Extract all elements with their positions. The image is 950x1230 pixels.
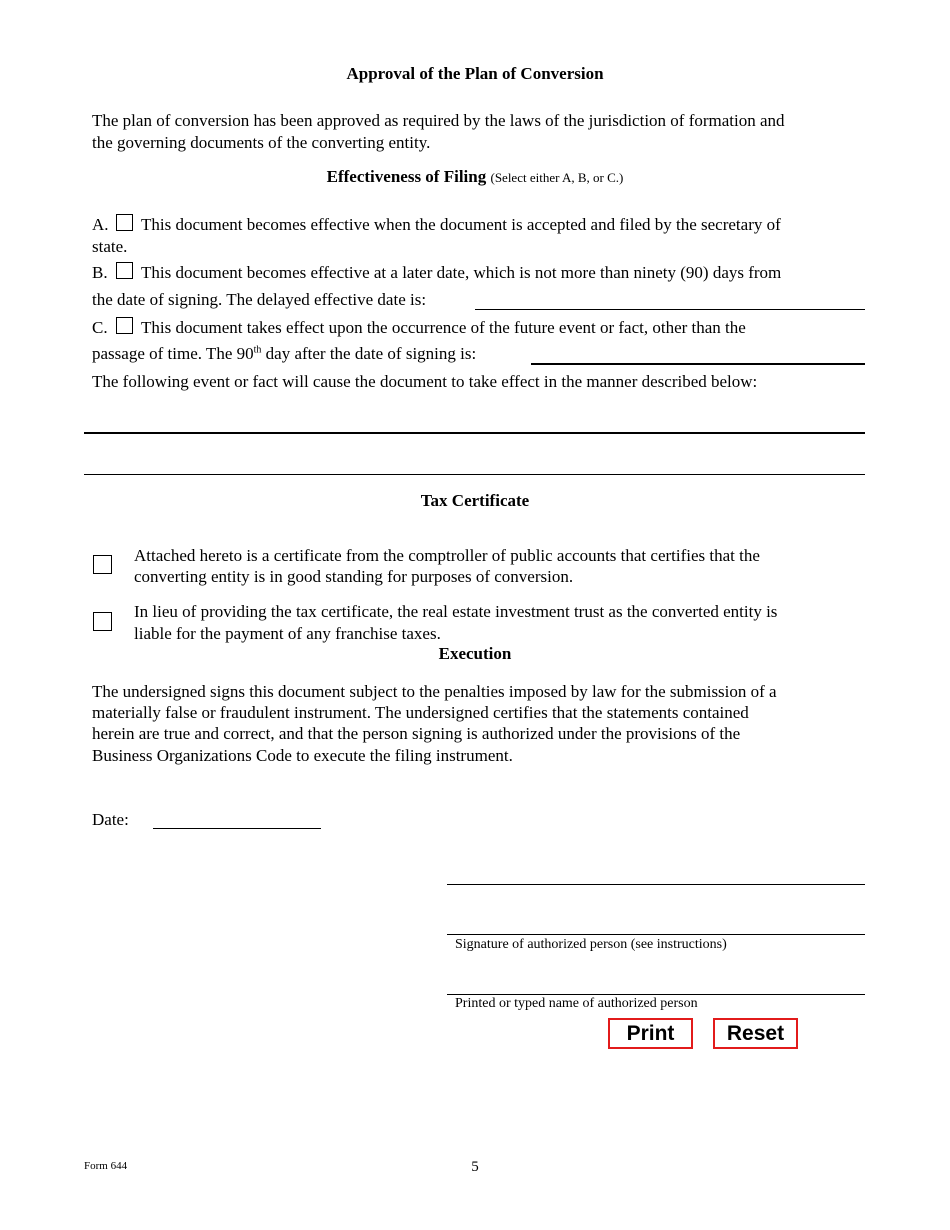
effectiveness-note: (Select either A, B, or C.)	[490, 170, 624, 185]
effectiveness-heading-row	[0, 167, 950, 187]
signature-line-top[interactable]	[447, 884, 865, 885]
reset-button[interactable]: Reset	[713, 1018, 798, 1049]
option-c-text-line1: This document takes effect upon the occurrence of the future event or fact, other than the	[141, 318, 746, 337]
execution-line3: herein are true and correct, and that the person signing is authorized under the provisions of the	[92, 724, 741, 743]
delayed-date-field[interactable]	[475, 309, 865, 310]
option-a-checkbox[interactable]	[116, 214, 133, 231]
option-c-text-pre: passage of time. The 90	[92, 344, 254, 363]
option-a-letter: A.	[92, 215, 109, 234]
event-description-line-2[interactable]	[84, 474, 865, 475]
option-c-text-sup: th	[253, 344, 262, 356]
signature-label: Signature of authorized person (see instructions)	[455, 937, 727, 952]
form-label: Form 644	[84, 1160, 128, 1172]
date-label: Date:	[92, 810, 129, 829]
event-text: The following event or fact will cause the document to take effect in the manner described below:	[92, 372, 758, 391]
execution-line2: materially false or fraudulent instrument. The undersigned certifies that the statements contained	[92, 703, 749, 722]
option-a-text-line2: state.	[92, 237, 128, 256]
tax-item2-line2: liable for the payment of any franchise taxes.	[134, 624, 441, 643]
tax-item2-checkbox[interactable]	[93, 612, 112, 631]
execution-line4: Business Organizations Code to execute the filing instrument.	[92, 746, 513, 765]
event-description-line-1[interactable]	[84, 432, 865, 434]
option-c-text-post: day after the date of signing is:	[261, 344, 477, 363]
option-c-checkbox[interactable]	[116, 317, 133, 334]
approval-text-line2: the governing documents of the converting entity.	[92, 133, 431, 152]
execution-heading: Execution	[438, 644, 512, 663]
ninetieth-day-field[interactable]	[531, 363, 865, 365]
approval-text-line1: The plan of conversion has been approved as required by the laws of the jurisdiction of formation and	[92, 111, 785, 130]
option-a-text-line1: This document becomes effective when the document is accepted and filed by the secretary of	[141, 215, 781, 234]
printed-name-label: Printed or typed name of authorized person	[455, 996, 698, 1011]
tax-heading: Tax Certificate	[420, 491, 530, 510]
date-field[interactable]	[153, 828, 321, 829]
signature-field[interactable]	[447, 934, 865, 935]
execution-line1: The undersigned signs this document subject to the penalties imposed by law for the submission of a	[92, 682, 777, 701]
tax-item1-line2: converting entity is in good standing for purposes of conversion.	[134, 567, 574, 586]
effectiveness-heading: Effectiveness of Filing	[326, 167, 487, 186]
tax-item2-line1: In lieu of providing the tax certificate, the real estate investment trust as the converted entity is	[134, 602, 778, 621]
tax-item1-checkbox[interactable]	[93, 555, 112, 574]
option-c-letter: C.	[92, 318, 108, 337]
print-button[interactable]: Print	[608, 1018, 693, 1049]
option-b-letter: B.	[92, 263, 108, 282]
printed-name-field[interactable]	[447, 994, 865, 995]
approval-heading: Approval of the Plan of Conversion	[346, 64, 604, 83]
page-number: 5	[471, 1159, 479, 1175]
option-b-checkbox[interactable]	[116, 262, 133, 279]
option-b-text-line2: the date of signing. The delayed effective date is:	[92, 290, 427, 309]
tax-item1-line1: Attached hereto is a certificate from the comptroller of public accounts that certifies that the	[134, 546, 760, 565]
option-c-text-line2	[92, 343, 476, 365]
option-b-text-line1: This document becomes effective at a later date, which is not more than ninety (90) days from	[141, 263, 782, 282]
